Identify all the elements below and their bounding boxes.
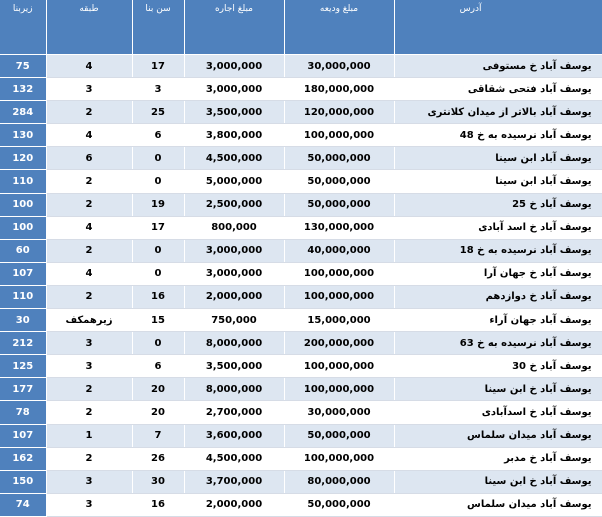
cell-age: 6	[132, 124, 184, 147]
cell-address: یوسف آباد جهان آراء	[394, 309, 602, 332]
cell-area: 100	[0, 193, 46, 216]
cell-area: 110	[0, 170, 46, 193]
cell-address: یوسف آباد نرسیده به خ 18	[394, 239, 602, 262]
cell-age: 20	[132, 378, 184, 401]
cell-area: 78	[0, 401, 46, 424]
table-row	[0, 401, 602, 424]
cell-age: 0	[132, 262, 184, 285]
cell-deposit: 40,000,000	[284, 239, 394, 262]
cell-rent: 750,000	[184, 309, 284, 332]
cell-rent: 8,000,000	[184, 332, 284, 355]
cell-floor: 4	[46, 216, 132, 239]
cell-floor: 2	[46, 101, 132, 124]
cell-area: 130	[0, 124, 46, 147]
table-row	[0, 332, 602, 355]
cell-area: 132	[0, 78, 46, 101]
cell-age: 0	[132, 332, 184, 355]
cell-rent: 3,000,000	[184, 262, 284, 285]
cell-address: یوسف آباد خ مدبر	[394, 447, 602, 470]
cell-rent: 4,500,000	[184, 147, 284, 170]
table-row	[0, 309, 602, 332]
cell-floor: زیرهمکف	[46, 309, 132, 332]
cell-floor: 2	[46, 378, 132, 401]
cell-age: 0	[132, 170, 184, 193]
cell-deposit: 100,000,000	[284, 124, 394, 147]
cell-rent: 2,000,000	[184, 493, 284, 516]
cell-deposit: 30,000,000	[284, 401, 394, 424]
cell-rent: 4,500,000	[184, 447, 284, 470]
cell-floor: 2	[46, 401, 132, 424]
table-row	[0, 78, 602, 101]
cell-area: 162	[0, 447, 46, 470]
header-floor: طبقه	[46, 0, 132, 55]
cell-deposit: 50,000,000	[284, 424, 394, 447]
cell-floor: 4	[46, 55, 132, 78]
cell-address: یوسف آباد خ 30	[394, 355, 602, 378]
cell-area: 107	[0, 424, 46, 447]
cell-area: 74	[0, 493, 46, 516]
cell-area: 284	[0, 101, 46, 124]
cell-deposit: 50,000,000	[284, 147, 394, 170]
cell-area: 30	[0, 309, 46, 332]
cell-floor: 3	[46, 355, 132, 378]
cell-address: یوسف آباد فتحی شقاقی	[394, 78, 602, 101]
table-row	[0, 193, 602, 216]
cell-deposit: 50,000,000	[284, 493, 394, 516]
cell-address: یوسف آباد بالاتر از میدان کلانتری	[394, 101, 602, 124]
cell-rent: 8,000,000	[184, 378, 284, 401]
table-row	[0, 378, 602, 401]
table-row	[0, 424, 602, 447]
cell-rent: 3,800,000	[184, 124, 284, 147]
cell-age: 17	[132, 216, 184, 239]
cell-address: یوسف آباد خ ابن سینا	[394, 378, 602, 401]
cell-address: یوسف آباد خ 25	[394, 193, 602, 216]
table-row	[0, 55, 602, 78]
cell-address: یوسف آباد میدان سلماس	[394, 493, 602, 516]
cell-deposit: 100,000,000	[284, 447, 394, 470]
cell-rent: 3,000,000	[184, 78, 284, 101]
cell-area: 110	[0, 285, 46, 308]
cell-area: 120	[0, 147, 46, 170]
cell-deposit: 15,000,000	[284, 309, 394, 332]
cell-age: 25	[132, 101, 184, 124]
cell-deposit: 50,000,000	[284, 170, 394, 193]
cell-rent: 3,000,000	[184, 55, 284, 78]
cell-deposit: 100,000,000	[284, 262, 394, 285]
cell-address: یوسف آباد خ جهان آرا	[394, 262, 602, 285]
cell-age: 30	[132, 470, 184, 493]
cell-address: یوسف آباد خ اسد آبادی	[394, 216, 602, 239]
header-rent: مبلغ اجاره	[184, 0, 284, 55]
cell-age: 26	[132, 447, 184, 470]
table-row	[0, 493, 602, 516]
table-row	[0, 216, 602, 239]
cell-deposit: 80,000,000	[284, 470, 394, 493]
cell-age: 3	[132, 78, 184, 101]
cell-area: 100	[0, 216, 46, 239]
cell-rent: 800,000	[184, 216, 284, 239]
cell-age: 0	[132, 147, 184, 170]
cell-floor: 1	[46, 424, 132, 447]
cell-floor: 3	[46, 78, 132, 101]
cell-age: 16	[132, 493, 184, 516]
cell-floor: 3	[46, 332, 132, 355]
cell-address: یوسف آباد میدان سلماس	[394, 424, 602, 447]
cell-rent: 5,000,000	[184, 170, 284, 193]
cell-rent: 2,700,000	[184, 401, 284, 424]
cell-area: 177	[0, 378, 46, 401]
cell-deposit: 180,000,000	[284, 78, 394, 101]
cell-age: 15	[132, 309, 184, 332]
cell-rent: 2,500,000	[184, 193, 284, 216]
header-deposit: مبلغ ودیعه	[284, 0, 394, 55]
header-row	[0, 0, 602, 55]
cell-age: 20	[132, 401, 184, 424]
cell-rent: 3,600,000	[184, 424, 284, 447]
cell-floor: 2	[46, 170, 132, 193]
header-address: آدرس	[394, 0, 602, 55]
table-body	[0, 55, 602, 517]
cell-address: یوسف آباد ابن سینا	[394, 147, 602, 170]
table-row	[0, 239, 602, 262]
cell-rent: 3,000,000	[184, 239, 284, 262]
cell-age: 16	[132, 285, 184, 308]
cell-area: 150	[0, 470, 46, 493]
cell-deposit: 50,000,000	[284, 193, 394, 216]
table-row	[0, 170, 602, 193]
cell-address: یوسف آباد خ دوازدهم	[394, 285, 602, 308]
cell-address: یوسف آباد خ مستوفی	[394, 55, 602, 78]
cell-address: یوسف آباد نرسیده به خ 63	[394, 332, 602, 355]
cell-address: یوسف آباد خ اسدآبادی	[394, 401, 602, 424]
cell-rent: 3,700,000	[184, 470, 284, 493]
table-row	[0, 355, 602, 378]
header-age: سن بنا	[132, 0, 184, 55]
cell-age: 7	[132, 424, 184, 447]
table-row	[0, 124, 602, 147]
cell-floor: 4	[46, 262, 132, 285]
cell-address: یوسف آباد نرسیده به خ 48	[394, 124, 602, 147]
cell-deposit: 120,000,000	[284, 101, 394, 124]
cell-area: 60	[0, 239, 46, 262]
cell-area: 75	[0, 55, 46, 78]
table-row	[0, 147, 602, 170]
cell-area: 107	[0, 262, 46, 285]
cell-deposit: 200,000,000	[284, 332, 394, 355]
table-row	[0, 101, 602, 124]
cell-floor: 2	[46, 447, 132, 470]
cell-floor: 2	[46, 285, 132, 308]
cell-floor: 2	[46, 193, 132, 216]
cell-area: 125	[0, 355, 46, 378]
cell-age: 19	[132, 193, 184, 216]
cell-rent: 2,000,000	[184, 285, 284, 308]
cell-address: یوسف آباد خ ابن سینا	[394, 470, 602, 493]
cell-area: 212	[0, 332, 46, 355]
cell-floor: 3	[46, 470, 132, 493]
cell-floor: 6	[46, 147, 132, 170]
table-row	[0, 470, 602, 493]
table-row	[0, 262, 602, 285]
table-row	[0, 447, 602, 470]
cell-deposit: 100,000,000	[284, 285, 394, 308]
cell-deposit: 130,000,000	[284, 216, 394, 239]
cell-age: 6	[132, 355, 184, 378]
table-row	[0, 285, 602, 308]
cell-deposit: 100,000,000	[284, 378, 394, 401]
cell-age: 17	[132, 55, 184, 78]
cell-floor: 3	[46, 493, 132, 516]
cell-deposit: 30,000,000	[284, 55, 394, 78]
cell-floor: 2	[46, 239, 132, 262]
cell-rent: 3,500,000	[184, 101, 284, 124]
cell-deposit: 100,000,000	[284, 355, 394, 378]
cell-floor: 4	[46, 124, 132, 147]
cell-rent: 3,500,000	[184, 355, 284, 378]
cell-address: یوسف آباد ابن سینا	[394, 170, 602, 193]
header-area: زیربنا	[0, 0, 46, 55]
cell-age: 0	[132, 239, 184, 262]
